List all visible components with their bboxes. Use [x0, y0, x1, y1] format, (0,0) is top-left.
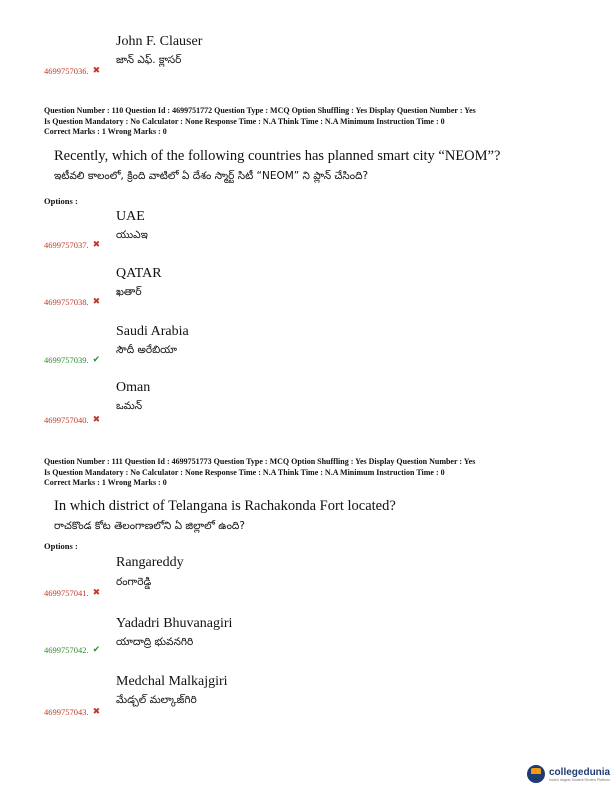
collegedunia-logo — [527, 765, 610, 783]
option-id-text: 4699757037. — [44, 240, 89, 250]
option-id-text: 4699757036. — [44, 66, 89, 76]
option-en: UAE — [116, 209, 145, 224]
option-id — [44, 588, 100, 598]
option-en: QATAR — [116, 266, 162, 281]
option-te: రంగారెడ్డి — [116, 576, 152, 588]
option-id-correct — [44, 645, 100, 655]
option-id — [44, 415, 100, 425]
option-id-text: 4699757042. — [44, 645, 89, 655]
prev-option-id — [44, 66, 100, 76]
option-te: సౌదీ అరేబియా — [116, 344, 178, 356]
question-meta-line2: Is Question Mandatory : No Calculator : None Response Time : N.A Think Time : N.A Minimum Instruction Time : 0 — [44, 116, 445, 126]
wrong-mark-icon: ✖ — [92, 66, 101, 76]
wrong-mark-icon: ✖ — [92, 297, 101, 307]
logo-text-block — [549, 767, 610, 782]
correct-check-icon: ✔ — [92, 645, 101, 655]
option-id-text: 4699757039. — [44, 355, 89, 365]
option-en: Oman — [116, 380, 151, 395]
question-111-text-te: రాచకొండ కోట తెలంగాణలోని ఏ జిల్లాలో ఉంది? — [54, 520, 245, 532]
question-meta-line1: Question Number : 111 Question Id : 4699751773 Question Type : MCQ Option Shuffling : Yes Display Question Number : Yes — [44, 457, 476, 466]
option-te: ఖతార్ — [116, 286, 142, 298]
question-110-meta — [44, 106, 584, 138]
logo-name: collegedunia — [549, 766, 611, 778]
question-110-text-en: Recently, which of the following countries has planned smart city “NEOM”? — [54, 148, 501, 164]
option-id-correct — [44, 355, 100, 365]
question-marks: Correct Marks : 1 Wrong Marks : 0 — [44, 478, 167, 487]
option-en: Medchal Malkajgiri — [116, 674, 228, 689]
option-te: యాదాద్రి భువనగిరి — [116, 636, 194, 648]
question-111-meta — [44, 457, 584, 489]
option-en: Saudi Arabia — [116, 324, 189, 339]
correct-check-icon: ✔ — [92, 355, 101, 365]
prev-option-en: John F. Clauser — [116, 34, 203, 49]
graduate-cap-icon — [527, 765, 545, 783]
option-id-text: 4699757040. — [44, 415, 89, 425]
wrong-mark-icon: ✖ — [92, 707, 101, 717]
option-id-text: 4699757041. — [44, 588, 89, 598]
question-marks: Correct Marks : 1 Wrong Marks : 0 — [44, 127, 167, 136]
wrong-mark-icon: ✖ — [92, 415, 101, 425]
option-id — [44, 297, 100, 307]
option-id — [44, 240, 100, 250]
option-te: ఒమన్ — [116, 400, 143, 412]
option-id-text: 4699757038. — [44, 297, 89, 307]
option-te: మేడ్చల్ మల్కాజ్‌గిరి — [116, 694, 197, 706]
option-en: Yadadri Bhuvanagiri — [116, 616, 233, 631]
question-meta-line1: Question Number : 110 Question Id : 4699751772 Question Type : MCQ Option Shuffling : Yes Display Question Number : Yes — [44, 106, 476, 115]
question-111-text-en: In which district of Telangana is Rachakonda Fort located? — [54, 498, 396, 514]
question-meta-line2: Is Question Mandatory : No Calculator : None Response Time : N.A Think Time : N.A Minimum Instruction Time : 0 — [44, 467, 445, 477]
option-en: Rangareddy — [116, 555, 184, 570]
option-id-text: 4699757043. — [44, 707, 89, 717]
logo-tagline: India's largest Student Review Platform — [549, 777, 610, 782]
question-110-text-te: ఇటీవలి కాలంలో, క్రింది వాటిలో ఏ దేశం స్మార్ట్ సిటీ “NEOM” ని ప్లాన్ చేసింది? — [54, 170, 369, 182]
options-label: Options : — [44, 196, 78, 206]
wrong-mark-icon: ✖ — [92, 588, 101, 598]
option-te: యుఎఇ — [116, 229, 148, 241]
wrong-mark-icon: ✖ — [92, 240, 101, 250]
prev-option-te: జాన్ ఎఫ్. క్లాసర్ — [116, 54, 182, 66]
option-id — [44, 707, 100, 717]
options-label: Options : — [44, 541, 78, 551]
